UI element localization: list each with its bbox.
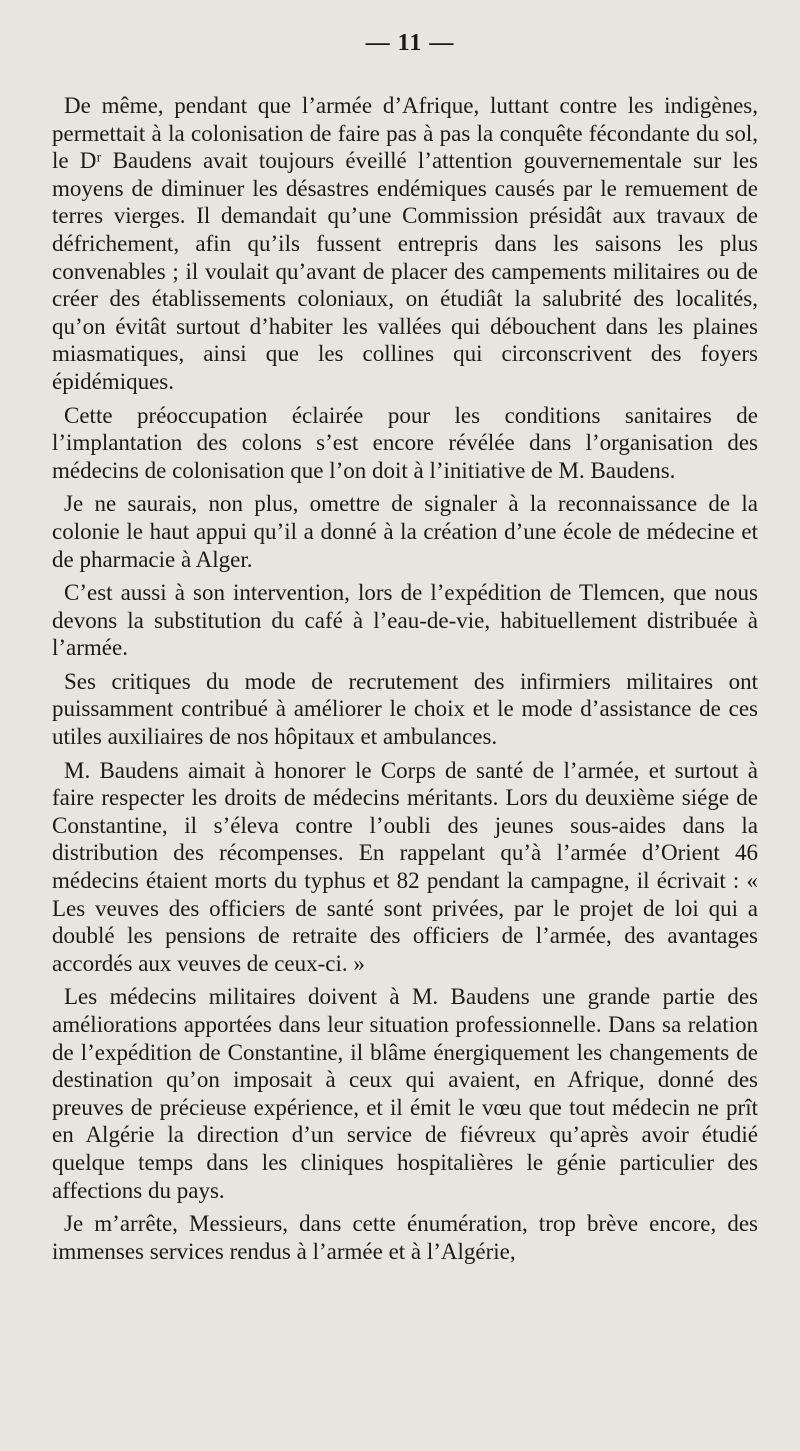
- paragraph-3: Je ne saurais, non plus, omettre de signaler à la reconnaissance de la colonie le haut appui qu’il a donné à la création d’une école de médecine et de pharmacie à Alger.: [52, 491, 758, 572]
- paragraph-4: C’est aussi à son intervention, lors de l’expédition de Tlemcen, que nous devons la substitution du café à l’eau-de-vie, habituellement distribuée à l’armée.: [52, 580, 758, 661]
- paragraph-6: M. Baudens aimait à honorer le Corps de santé de l’armée, et surtout à faire respecter les droits de médecins méritants. Lors du deuxième siége de Constantine, il s’éleva contre l’oubli des jeunes sous-aides dans la distribution des récompenses. En rappelant qu’à l’armée d’Orient 46 médecins étaient morts du typhus et 82 pendant la campagne, il écrivait : « Les veuves des officiers de santé sont privées, par le projet de loi qui a doublé les pensions de retraite des officiers de l’armée, des avantages accordés aux veuves de ceux-ci. »: [52, 757, 758, 976]
- paragraph-8: Je m’arrête, Messieurs, dans cette énumération, trop brève encore, des immenses services rendus à l’armée et à l’Algérie,: [52, 1211, 758, 1264]
- paragraph-5: Ses critiques du mode de recrutement des infirmiers militaires ont puissamment contribué à améliorer le choix et le mode d’assistance de ces utiles auxiliaires de nos hôpitaux et ambulances.: [52, 668, 758, 750]
- paragraph-2: Cette préoccupation éclairée pour les conditions sanitaires de l’implantation des colons s’est encore révélée dans l’organisation des médecins de colonisation que l’on doit à l’initiative de M. Baudens.: [52, 402, 758, 483]
- paragraph-7: Les médecins militaires doivent à M. Baudens une grande partie des améliorations apportées dans leur situation professionnelle. Dans sa relation de l’expédition de Constantine, il blâme énergiquement les changements de destination qu’on imposait à ceux qui avaient, en Afrique, donné des preuves de précieuse expérience, et il émit le vœu que tout médecin ne prît en Algérie la direction d’un service de fiévreux qu’après avoir étudié quelque temps dans les cliniques hospitalières le génie particulier des affections du pays.: [52, 984, 758, 1203]
- page-number: — 11 —: [365, 30, 455, 56]
- paragraph-1: De même, pendant que l’armée d’Afrique, luttant contre les indigènes, permettait à la colonisation de faire pas à pas la conquête fécondante du sol, le Dʳ Baudens avait toujours éveillé l’attention gouvernementale sur les moyens de diminuer les désastres endémiques causés par le remuement de terres vierges. Il demandait qu’une Commission présidât aux travaux de défrichement, afin qu’ils fussent entrepris dans les saisons les plus convenables ; il voulait qu’avant de placer des campements militaires ou de créer des établissements coloniaux, on étudiât la salubrité des localités, qu’on évitât surtout d’habiter les vallées qui débouchent dans les plaines miasmatiques, ainsi que les collines qui circonscrivent des foyers épidémiques.: [52, 93, 758, 394]
